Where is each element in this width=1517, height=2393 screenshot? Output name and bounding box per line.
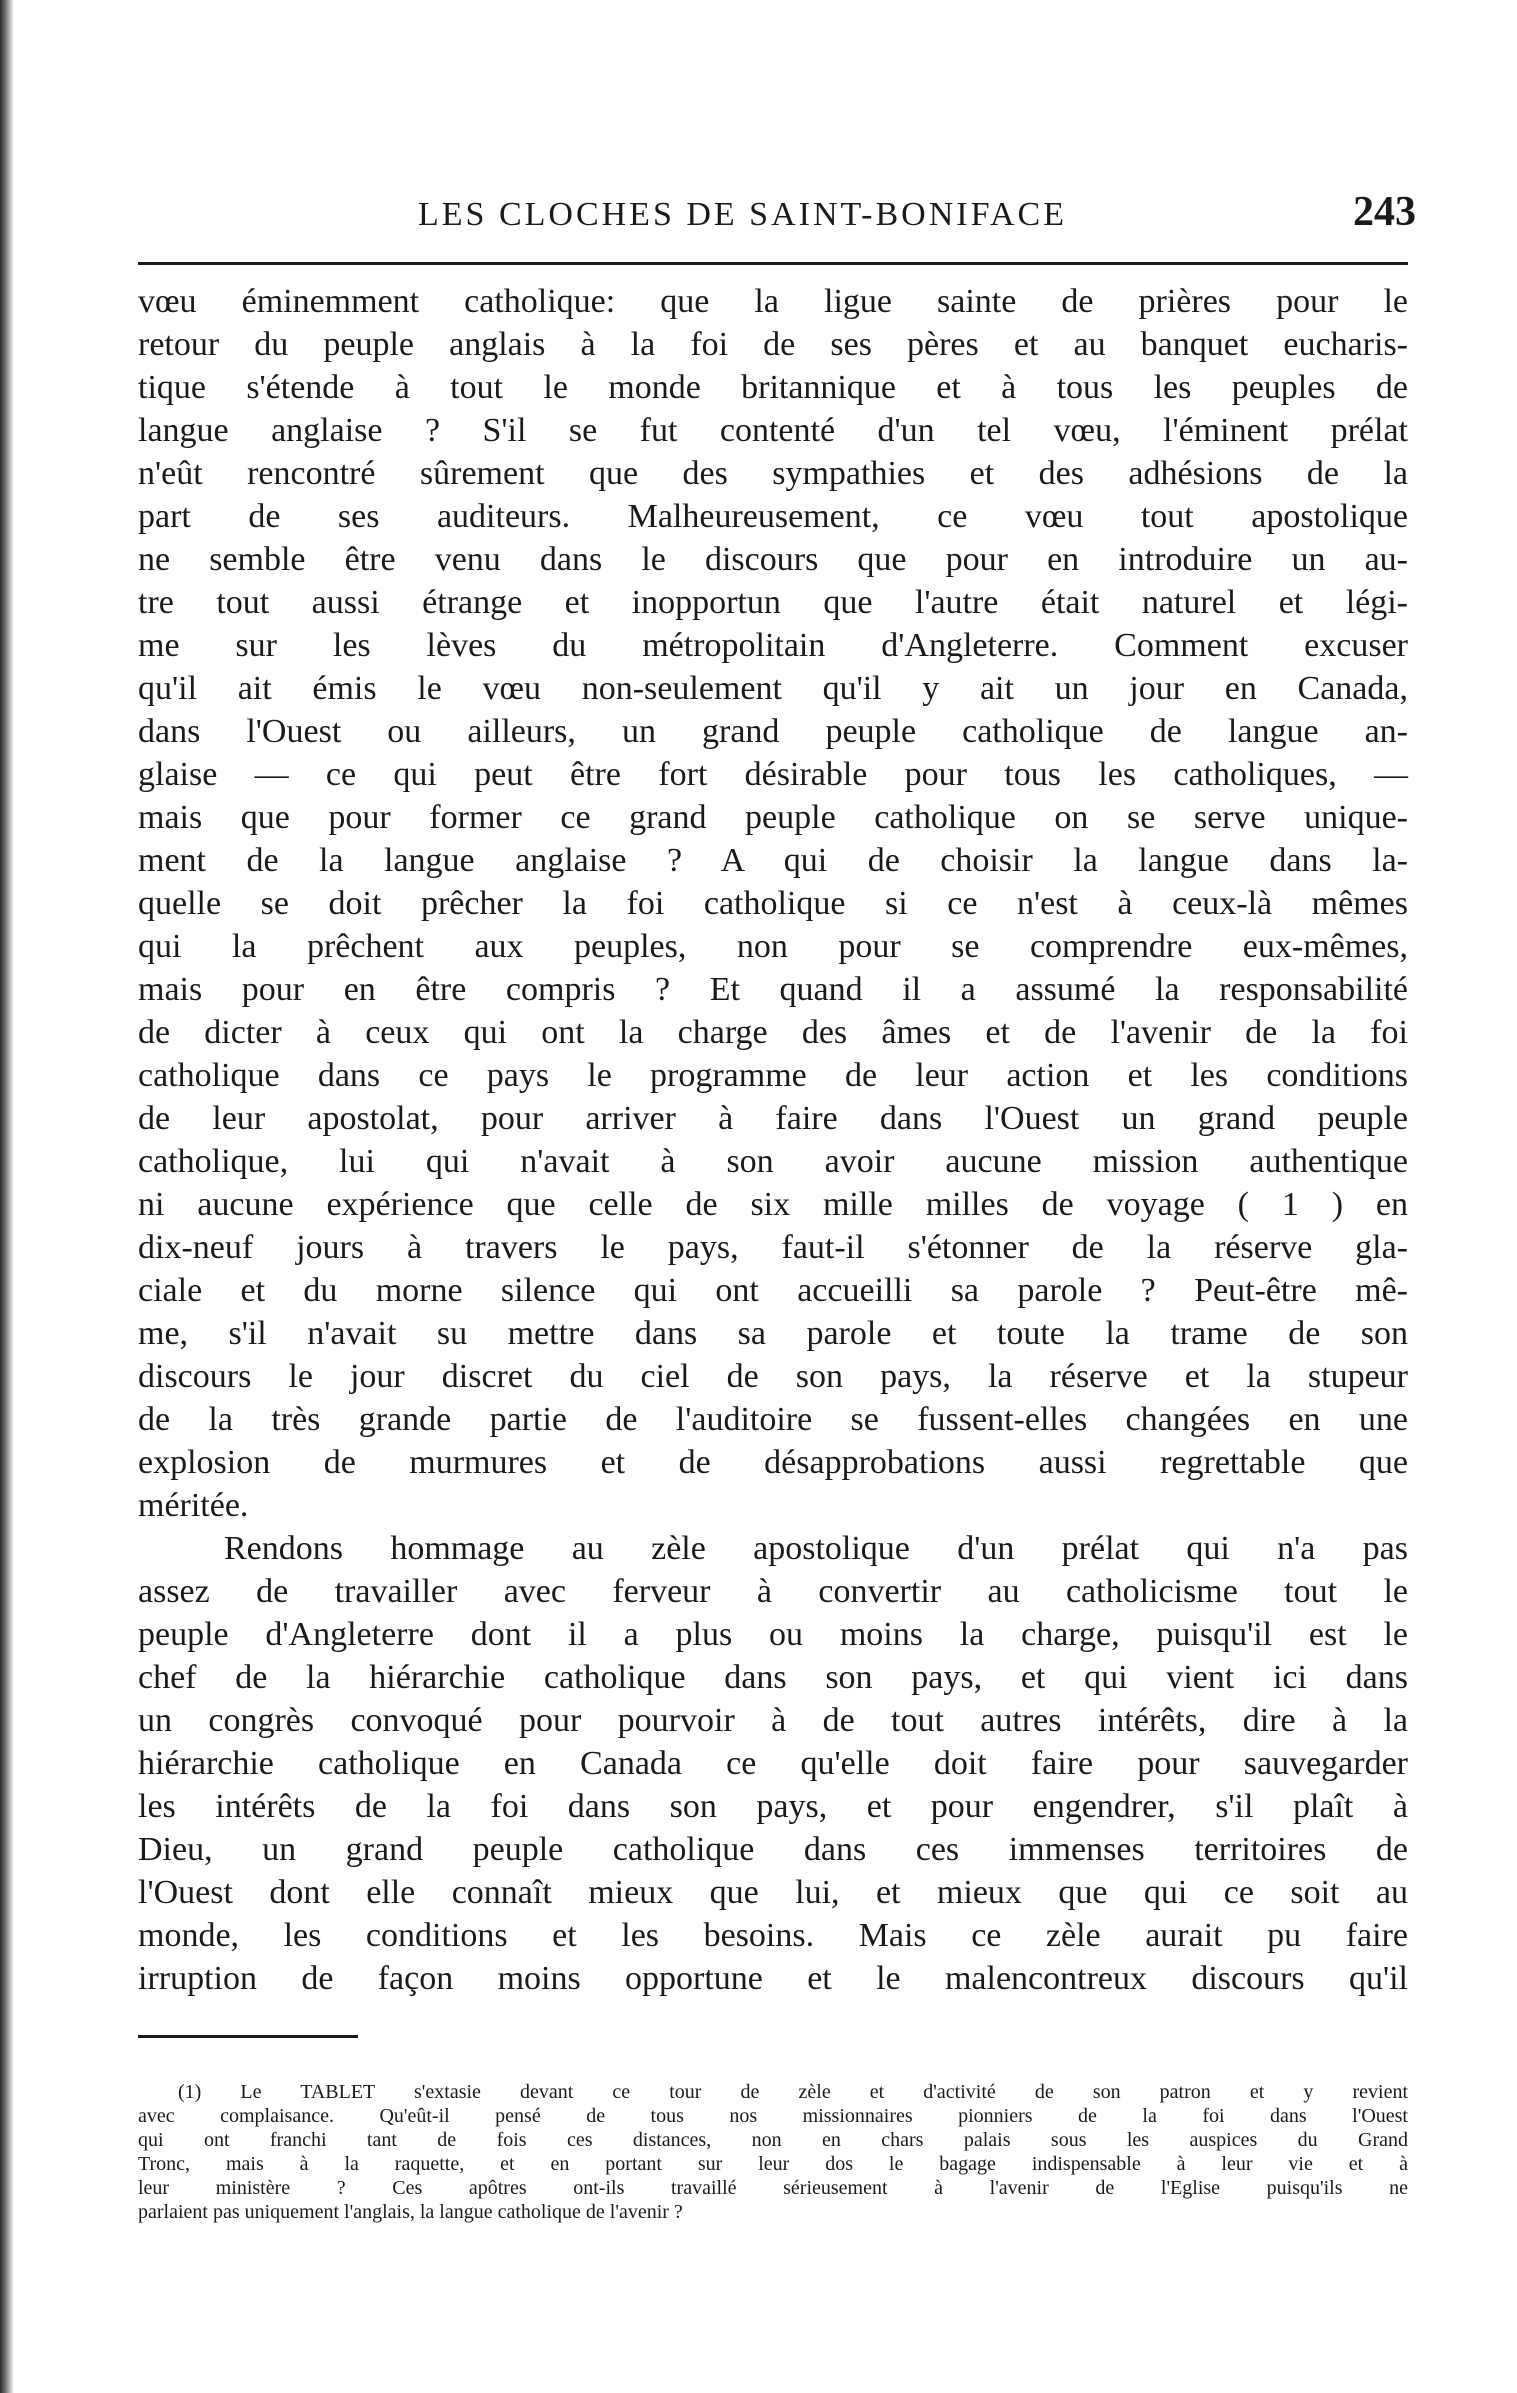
running-head [138, 188, 1438, 238]
text-line: l'Ouest dont elle connaît mieux que lui, et mieux que qui ce soit au [138, 1874, 1408, 1911]
text-line: chef de la hiérarchie catholique dans son pays, et qui vient ici dans [138, 1659, 1408, 1696]
text-line: assez de travailler avec ferveur à convertir au catholicisme tout le [138, 1573, 1408, 1610]
text-line: vœu éminemment catholique: que la ligue sainte de prières pour le [138, 283, 1408, 320]
page-binding-edge [0, 0, 14, 2393]
text-line: me sur les lèves du métropolitain d'Angleterre. Comment excuser [138, 627, 1408, 664]
text-line: dans l'Ouest ou ailleurs, un grand peuple catholique de langue an- [138, 713, 1408, 750]
text-line: de leur apostolat, pour arriver à faire dans l'Ouest un grand peuple [138, 1100, 1408, 1137]
text-line: qui la prêchent aux peuples, non pour se comprendre eux-mêmes, [138, 928, 1408, 965]
text-line: mais pour en être compris ? Et quand il a assumé la responsabilité [138, 971, 1408, 1008]
text-line: mais que pour former ce grand peuple catholique on se serve unique- [138, 799, 1408, 836]
text-line: discours le jour discret du ciel de son pays, la réserve et la stupeur [138, 1358, 1408, 1395]
text-line: catholique dans ce pays le programme de leur action et les conditions [138, 1057, 1408, 1094]
text-line: langue anglaise ? S'il se fut contenté d'un tel vœu, l'éminent prélat [138, 412, 1408, 449]
text-line: irruption de façon moins opportune et le malencontreux discours qu'il [138, 1960, 1408, 1997]
text-line: tique s'étende à tout le monde britannique et à tous les peuples de [138, 369, 1408, 406]
text-line: ne semble être venu dans le discours que pour en introduire un au- [138, 541, 1408, 578]
text-line-paragraph-end: méritée. [138, 1487, 249, 1524]
text-line: tre tout aussi étrange et inopportun que l'autre était naturel et légi- [138, 584, 1408, 621]
footnote-line: leur ministère ? Ces apôtres ont-ils travaillé sérieusement à l'avenir de l'Eglise puisqu'ils ne [138, 2177, 1408, 2199]
footnote-line: qui ont franchi tant de fois ces distances, non en chars palais sous les auspices du Grand [138, 2129, 1408, 2151]
text-line: de dicter à ceux qui ont la charge des âmes et de l'avenir de la foi [138, 1014, 1408, 1051]
footnote-line: Tronc, mais à la raquette, et en portant sur leur dos le bagage indispensable à leur vie et à [138, 2153, 1408, 2175]
text-line: hiérarchie catholique en Canada ce qu'elle doit faire pour sauvegarder [138, 1745, 1408, 1782]
text-line: Dieu, un grand peuple catholique dans ces immenses territoires de [138, 1831, 1408, 1868]
footnote-rule [138, 2035, 358, 2038]
text-line: catholique, lui qui n'avait à son avoir aucune mission authentique [138, 1143, 1408, 1180]
text-line: explosion de murmures et de désapprobations aussi regrettable que [138, 1444, 1408, 1481]
text-line: glaise — ce qui peut être fort désirable pour tous les catholiques, — [138, 756, 1408, 793]
footnote-line: (1) Le TABLET s'extasie devant ce tour de zèle et d'activité de son patron et y revient [178, 2081, 1408, 2103]
text-line: les intérêts de la foi dans son pays, et pour engendrer, s'il plaît à [138, 1788, 1408, 1825]
footnote-line: avec complaisance. Qu'eût-il pensé de tous nos missionnaires pionniers de la foi dans l'Ouest [138, 2105, 1408, 2127]
running-title: LES CLOCHES DE SAINT-BONIFACE [418, 196, 1067, 233]
text-line: ciale et du morne silence qui ont accueilli sa parole ? Peut-être mê- [138, 1272, 1408, 1309]
text-line: ni aucune expérience que celle de six mille milles de voyage ( 1 ) en [138, 1186, 1408, 1223]
text-line-paragraph-start: Rendons hommage au zèle apostolique d'un prélat qui n'a pas [224, 1530, 1408, 1567]
text-line: peuple d'Angleterre dont il a plus ou moins la charge, puisqu'il est le [138, 1616, 1408, 1653]
text-line: qu'il ait émis le vœu non-seulement qu'il y ait un jour en Canada, [138, 670, 1408, 707]
page-number: 243 [1353, 189, 1416, 235]
text-line: ment de la langue anglaise ? A qui de choisir la langue dans la- [138, 842, 1408, 879]
text-line: quelle se doit prêcher la foi catholique si ce n'est à ceux-là mêmes [138, 885, 1408, 922]
text-line: un congrès convoqué pour pourvoir à de tout autres intérêts, dire à la [138, 1702, 1408, 1739]
footnote [138, 2080, 1408, 2224]
text-line: de la très grande partie de l'auditoire se fussent-elles changées en une [138, 1401, 1408, 1438]
text-line: part de ses auditeurs. Malheureusement, ce vœu tout apostolique [138, 498, 1408, 535]
footnote-line: parlaient pas uniquement l'anglais, la langue catholique de l'avenir ? [138, 2201, 683, 2223]
body-text [138, 280, 1408, 2000]
text-line: dix-neuf jours à travers le pays, faut-il s'étonner de la réserve gla- [138, 1229, 1408, 1266]
text-line: retour du peuple anglais à la foi de ses pères et au banquet eucharis- [138, 326, 1408, 363]
header-rule [138, 262, 1408, 265]
text-line: n'eût rencontré sûrement que des sympathies et des adhésions de la [138, 455, 1408, 492]
text-line: me, s'il n'avait su mettre dans sa parole et toute la trame de son [138, 1315, 1408, 1352]
text-line: monde, les conditions et les besoins. Mais ce zèle aurait pu faire [138, 1917, 1408, 1954]
